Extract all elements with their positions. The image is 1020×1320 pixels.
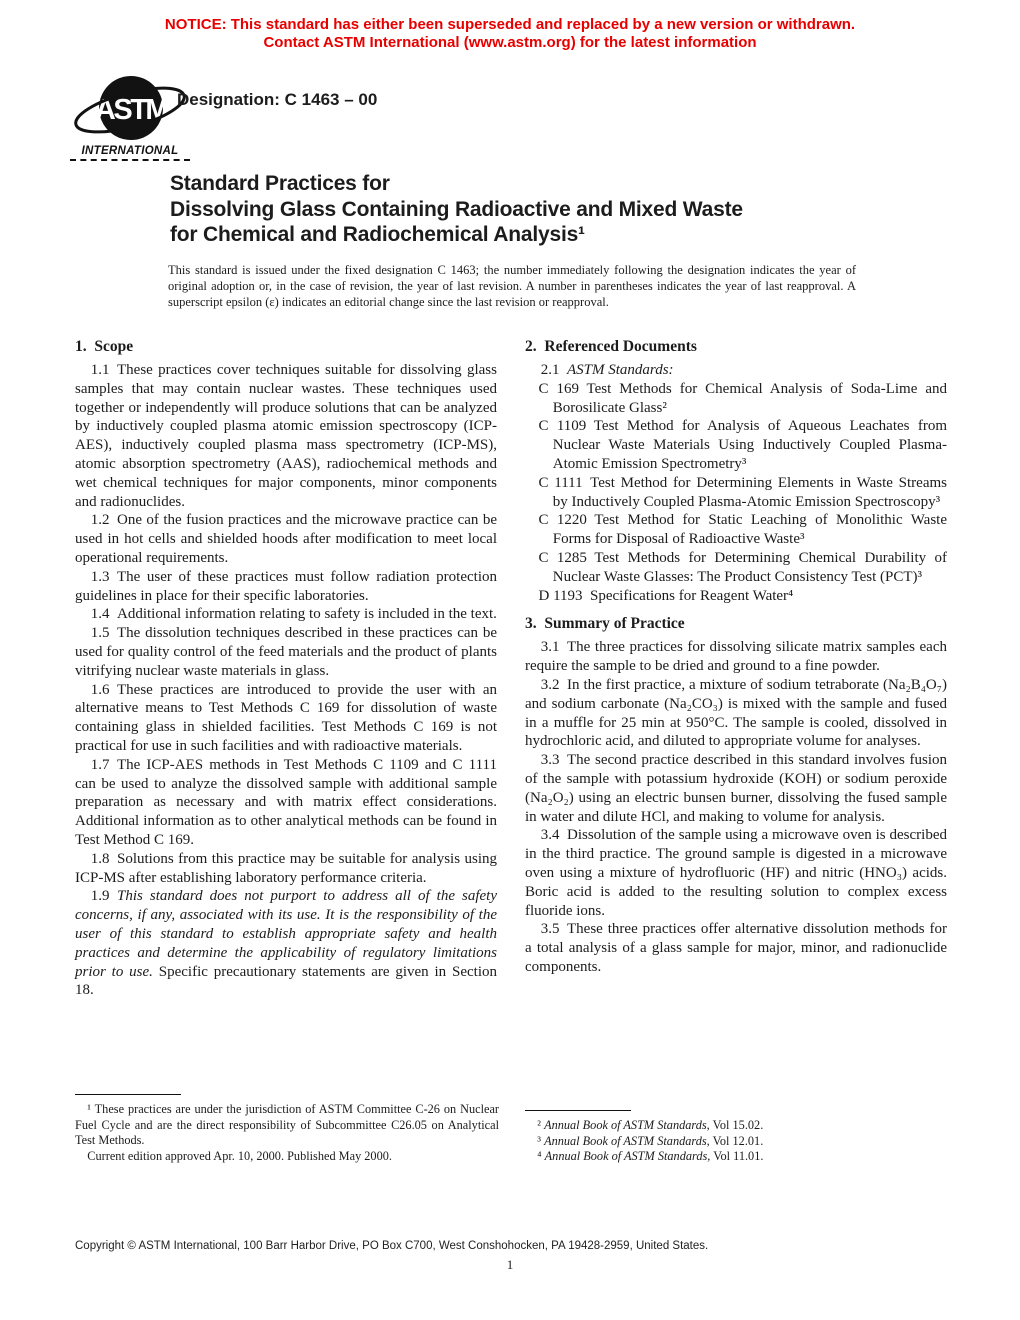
reference-item: C 1220 Test Method for Static Leaching of Monolithic Waste Forms for Disposal of Radioactive Waste³	[538, 512, 947, 548]
body-columns	[75, 337, 947, 1000]
reference-item: C 1109 Test Method for Analysis of Aqueous Leachates from Nuclear Waste Materials Using Inductively Coupled Plasma-Atomic Emission Spectrometry³	[538, 418, 947, 472]
paragraph-2-1-number: 2.1	[540, 362, 567, 378]
title-line-3: for Chemical and Radiochemical Analysis¹	[170, 223, 585, 246]
footnote-2-volume: Vol 15.02.	[709, 1118, 764, 1132]
designation: Designation: C 1463 – 00	[177, 90, 378, 109]
footnote-4-source: Annual Book of ASTM Standards,	[544, 1149, 711, 1164]
title-line-2: Dissolving Glass Containing Radioactive and Mixed Waste	[170, 197, 743, 221]
footnote-4-marker: ⁴	[537, 1149, 545, 1164]
footnote-rule	[75, 1094, 181, 1095]
astm-logo-subtext: INTERNATIONAL	[70, 145, 190, 161]
title-line-1: Standard Practices for	[170, 172, 390, 195]
paragraph-1-6: 1.6 These practices are introduced to provide the user with an alternative means to Test Methods C 169 for dissolution of waste containing glass in shielded facilities. Test Methods C 169 is not practical for use in such facilities and with radioactive materials.	[75, 681, 497, 754]
section-1-heading: 1. Scope	[75, 338, 134, 355]
paragraph-3-4: 3.4 Dissolution of the sample using a microwave oven is described in the third practice. The ground sample is digested in a microwave oven using a mixture of hydrofluoric (HF) and nitric (HNO₃) acids. Boric acid is added to the resulting solution to complex excess fluoride ions.	[525, 827, 947, 919]
paragraph-1-2: 1.2 One of the fusion practices and the microwave practice can be used in hot cells and shielded hoods after modification to meet local operational requirements.	[75, 512, 497, 566]
document-title	[170, 171, 890, 248]
footnote-2-source: Annual Book of ASTM Standards,	[544, 1118, 710, 1132]
reference-item: C 1285 Test Methods for Determining Chemical Durability of Nuclear Waste Glasses: The Product Consistency Test (PCT)³	[538, 549, 947, 585]
paragraph-1-1: 1.1 These practices cover techniques suitable for dissolving glass samples that may contain nuclear wastes. These techniques used together or independently will produce solutions that can be analyzed by inductively coupled plasma atomic emission spectroscopy (ICP-AES), inductively coupled plasma mass spectrometry (ICP-MS), atomic absorption spectrometry (AAS), radiochemical methods and wet chemical techniques for major components, minor components and radionuclides.	[75, 362, 497, 510]
footnote-1-edition: Current edition approved Apr. 10, 2000. Published May 2000.	[87, 1148, 392, 1163]
paragraph-2-1-label: ASTM Standards:	[567, 362, 674, 378]
reference-item: C 1111 Test Method for Determining Elements in Waste Streams by Inductively Coupled Plasma-Atomic Emission Spectroscopy³	[538, 474, 947, 510]
paragraph-3-3: 3.3 The second practice described in this standard involves fusion of the sample with potassium hydroxide (KOH) or sodium peroxide (Na₂O₂) using an electric bunsen burner, dissolving the fused sample in water and dilute HCl, and making to volume for analysis.	[525, 752, 947, 825]
right-footnotes	[525, 1110, 949, 1165]
paragraph-1-9-caveat: This standard does not purport to address all of the safety concerns, if any, associated with its use. It is the responsibility of the user of this standard to establish appropriate safety and health practices and determine the applicability of regulatory limitations prior to use.	[75, 888, 497, 980]
footnote-4-volume: Vol 11.01.	[710, 1149, 764, 1164]
paragraph-1-7: 1.7 The ICP-AES methods in Test Methods C 1109 and C 1111 can be used to analyze the dissolved sample with additional sample preparation as necessary and with matrix effect considerations. Additional information as to other analytical methods can be found in Test Method C 169.	[75, 756, 497, 848]
right-column	[525, 337, 947, 1000]
astm-globe-icon	[72, 72, 188, 146]
footnote-1: ¹ These practices are under the jurisdiction of ASTM Committee C-26 on Nuclear Fuel Cycle and are the direct responsibility of Subcommittee C26.05 on Analytical Test Methods.	[75, 1102, 499, 1148]
notice-line-1: NOTICE: This standard has either been superseded and replaced by a new version or withdrawn.	[164, 16, 856, 33]
notice-line-2: Contact ASTM International (www.astm.org) for the latest information	[263, 34, 757, 51]
paragraph-1-8: 1.8 Solutions from this practice may be suitable for analysis using ICP-MS after establishing laboratory performance criteria.	[75, 850, 497, 886]
footnote-rule	[525, 1110, 631, 1111]
section-2-heading: 2. Referenced Documents	[525, 338, 697, 355]
section-3-heading: 3. Summary of Practice	[525, 615, 685, 633]
footnote-3-volume: Vol 12.01.	[709, 1133, 764, 1148]
paragraph-3-2: 3.2 In the first practice, a mixture of sodium tetraborate (Na₂B₄O₇) and sodium carbonate (Na₂CO₃) is mixed with the sample and fused in a muffle for 25 min at 950°C. The sample is cooled, dissolved in hydrochloric acid, and diluted to appropriate volume for analyses.	[525, 676, 947, 750]
footnote-3	[525, 1134, 949, 1150]
astm-logo	[70, 72, 190, 161]
footnote-3-source: Annual Book of ASTM Standards,	[544, 1133, 710, 1148]
footnote-2-marker: ²	[537, 1118, 545, 1132]
left-column	[75, 337, 497, 1000]
paragraph-1-5: 1.5 The dissolution techniques described in these practices can be used for quality control of the feed materials and the product of plants vitrifying nuclear waste materials in glass.	[75, 625, 497, 679]
reference-item: C 169 Test Methods for Chemical Analysis of Soda-Lime and Borosilicate Glass²	[538, 380, 947, 416]
paragraph-1-4: 1.4 Additional information relating to safety is included in the text.	[90, 606, 497, 623]
paragraph-1-3: 1.3 The user of these practices must follow radiation protection guidelines in place for their specific laboratories.	[75, 568, 497, 604]
paragraph-2-1	[525, 361, 947, 380]
paragraph-1-9	[75, 887, 497, 1000]
footnote-2	[525, 1118, 949, 1134]
left-footnotes	[75, 1094, 499, 1164]
reference-list	[525, 380, 947, 606]
paragraph-1-9-number: 1.9	[90, 888, 117, 905]
superseded-notice	[0, 16, 1020, 52]
page-number: 1	[506, 1257, 514, 1272]
astm-logo-text: ASTM	[94, 94, 168, 126]
reference-item: D 1193 Specifications for Reagent Water⁴	[538, 587, 794, 604]
footnote-3-marker: ³	[537, 1133, 545, 1148]
paragraph-3-1: 3.1 The three practices for dissolving silicate matrix samples each require the sample to be dried and ground to a fine powder.	[525, 639, 947, 675]
paragraph-3-5: 3.5 These three practices offer alternative dissolution methods for a total analysis of a glass sample for major, minor, and radionuclide components.	[525, 921, 947, 975]
footnote-4	[525, 1149, 949, 1165]
paragraph-1-9-roman: Specific precautionary statements are given in Section 18.	[75, 963, 497, 999]
copyright-line: Copyright © ASTM International, 100 Barr Harbor Drive, PO Box C700, West Conshohocken, PA 19428-2959, United States.	[75, 1240, 709, 1252]
standard-preamble: This standard is issued under the fixed designation C 1463; the number immediately following the designation indicates the year of original adoption or, in the case of revision, the year of last revision. A number in parentheses indicates the year of last reapproval. A superscript epsilon (ε) indicates an editorial change since the last revision or reapproval.	[168, 263, 856, 309]
